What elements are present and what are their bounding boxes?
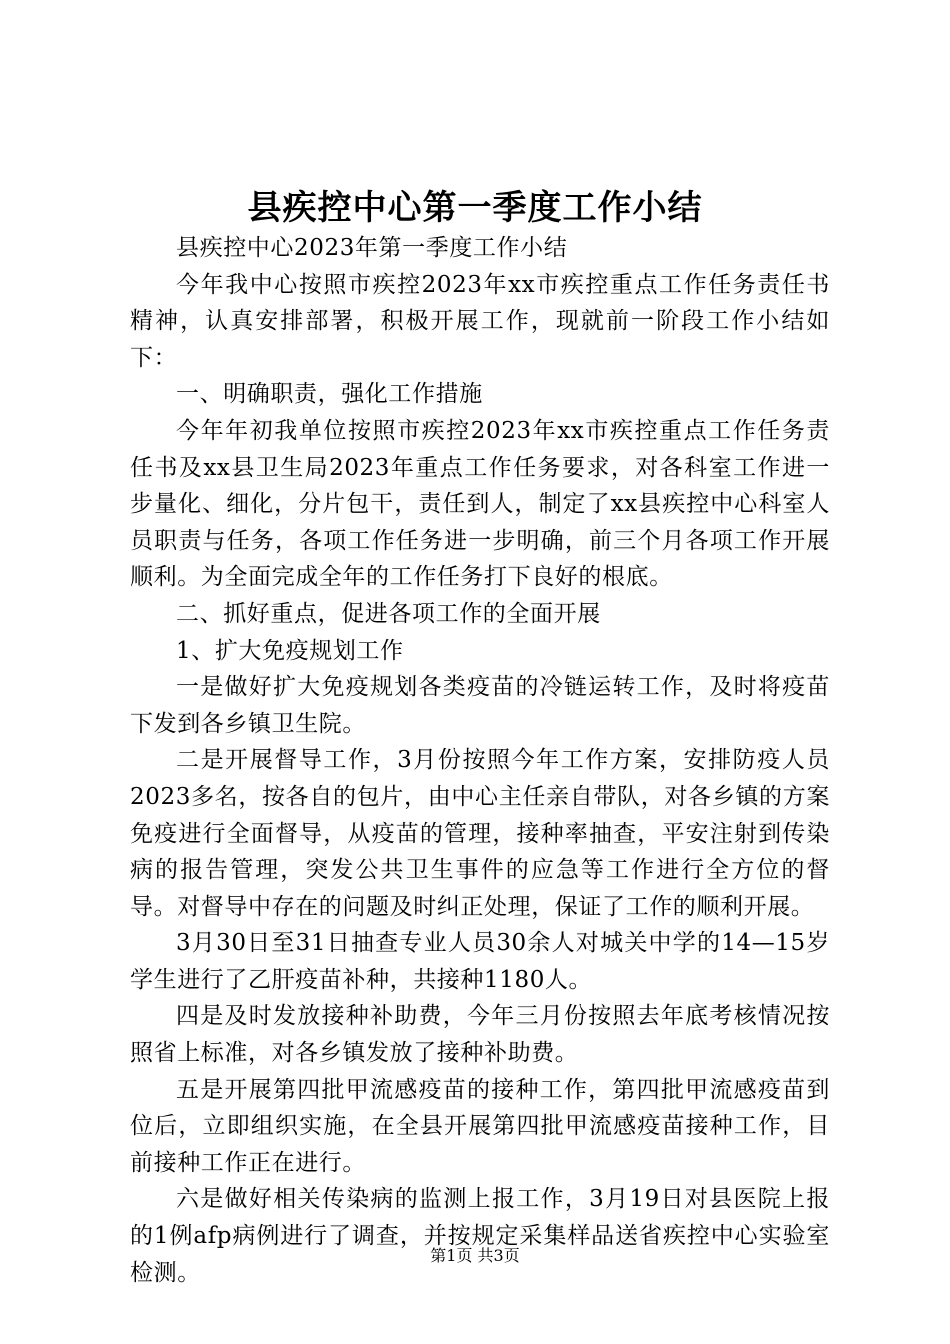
document-title: 县疾控中心第一季度工作小结 bbox=[247, 188, 703, 228]
paragraph-subtitle: 县疾控中心2023年第一季度工作小结 bbox=[176, 235, 568, 261]
document-body bbox=[130, 230, 830, 1291]
section-heading-2: 二、抓好重点，促进各项工作的全面开展 bbox=[176, 600, 601, 627]
paragraph-responsibilities: 今年年初我单位按照市疾控2023年xx市疾控重点工作任务责任书及xx县卫生局2023年重点工作任务要求，对各科室工作进一步量化、细化，分片包干，责任到人，制定了xx县疾控中心科室人员职责与任务，各项工作任务进一步明确，前三个月各项工作开展顺利。为全面完成全年的工作任务打下良好的根底。 bbox=[130, 417, 830, 591]
paragraph-item-2: 二是开展督导工作，3月份按照今年工作方案，安排防疫人员2023多名，按各自的包片，由中心主任亲自带队，对各乡镇的方案免疫进行全面督导，从疫苗的管理，接种率抽查，平安注射到传染病的报告管理，突发公共卫生事件的应急等工作进行全方位的督导。对督导中存在的问题及时纠正处理，保证了工作的顺利开展。 bbox=[130, 747, 830, 920]
paragraph-item-1: 一是做好扩大免疫规划各类疫苗的冷链运转工作，及时将疫苗下发到各乡镇卫生院。 bbox=[130, 674, 830, 737]
paragraph-item-5: 五是开展第四批甲流感疫苗的接种工作，第四批甲流感疫苗到位后，立即组织实施，在全县开展第四批甲流感疫苗接种工作，目前接种工作正在进行。 bbox=[130, 1076, 830, 1176]
subsection-heading-1: 1、扩大免疫规划工作 bbox=[176, 637, 404, 664]
section-heading-1: 一、明确职责，强化工作措施 bbox=[176, 381, 483, 408]
paragraph-intro: 今年我中心按照市疾控2023年xx市疾控重点工作任务责任书精神，认真安排部署，积极开展工作，现就前一阶段工作小结如下： bbox=[130, 271, 830, 371]
paragraph-item-4: 四是及时发放接种补助费，今年三月份按照去年底考核情况按照省上标准，对各乡镇发放了接种补助费。 bbox=[130, 1003, 830, 1067]
page-number: 第1页 共3页 bbox=[430, 1246, 520, 1265]
paragraph-item-3: 3月30日至31日抽查专业人员30余人对城关中学的14—15岁学生进行了乙肝疫苗补种，共接种1180人。 bbox=[130, 930, 830, 993]
paragraph-item-6: 六是做好相关传染病的监测上报工作，3月19日对县医院上报的1例afp病例进行了调查，并按规定采集样品送省疾控中心实验室检测。 bbox=[130, 1186, 830, 1286]
